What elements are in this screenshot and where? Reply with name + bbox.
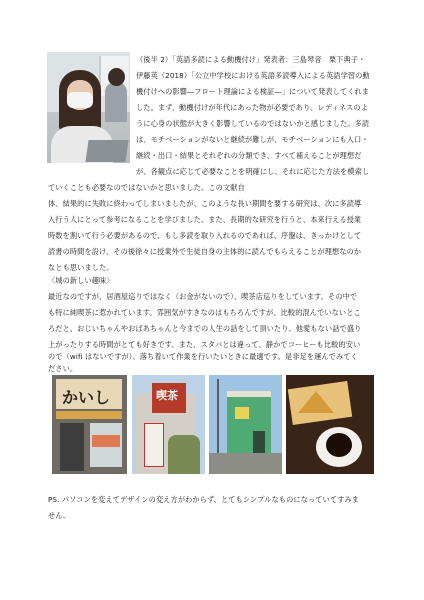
shop-door — [60, 423, 84, 471]
photo-coffee-toast — [286, 375, 374, 474]
utility-pole — [217, 379, 219, 455]
photo-second-person-head — [108, 68, 125, 86]
photo-kissa-storefront — [132, 375, 205, 474]
cafe-window — [235, 407, 249, 419]
intro-line: が、各観点に応じて必要なことを明確にし、それに応じた方法を模索し — [136, 167, 370, 176]
road — [209, 453, 282, 474]
body-line: 入行う人にとって参考になることを学びました。また、長期的な研究を行うと、本来行える授業 — [48, 215, 362, 224]
coffee — [326, 433, 352, 457]
hobby-line: 上がったりする時間がとても好きです。また、スタバとは違って、静かでコーヒーも比較的安い — [48, 340, 361, 349]
intro-line: （後半 2）「英語多読による動機付け」発表者：三島琴音 栗下典子・ — [136, 55, 366, 64]
shop-sign-text: かいし — [62, 388, 111, 407]
intro-line: うに心身の状態が大きく影響しているのではないかと感じました。多読 — [136, 119, 370, 128]
kissa-sign — [152, 383, 186, 413]
photo-second-person — [105, 82, 127, 122]
body-line: 体、結果的に失敗に終わってしまいましたが、このような長い期間を要する研究は、次に多読導 — [48, 199, 362, 208]
intro-line: 機付けへの影響―フロート理論による検証―」について発表してくれま — [136, 87, 370, 96]
shop-goods — [92, 435, 120, 447]
shop-awning — [56, 411, 122, 419]
kissa-menu-board — [144, 423, 164, 467]
toast-slice — [298, 391, 334, 413]
cafe-photo-strip — [52, 375, 374, 474]
hobby-line: 最近なのですが、居酒屋巡りではなく（お金がないので）、喫茶店巡りをしています。その中で — [48, 292, 358, 301]
cafe-door — [253, 431, 265, 453]
body-line: なとも思いました。 — [48, 263, 114, 272]
hobby-line: ので（wifi はないですが）、落ち着いて作業を行いたいときに最適です。是非足を運んでみてく — [48, 352, 358, 361]
hobby-line: も特に純喫茶に惹かれています。雰囲気がすきなのはもちろんですが、比較的混んでいないとこ — [48, 308, 361, 317]
photo-laptop — [85, 140, 128, 162]
photo-presenter-mask — [67, 92, 93, 108]
intro-line: 継続・出口・結果とそれぞれの分類でき、すべて補えることが理想だ — [136, 151, 362, 160]
intro-line: は、モチベーションがないと継続が難しが、モチベーションにも入口・ — [136, 135, 369, 144]
kissa-plants — [168, 435, 200, 474]
kissa-sign-text: 喫茶 — [156, 389, 178, 402]
ps-line: PS. パソコンを変えてデザインの変え方がわからず、とてもシンプルなものになっていてすみま — [48, 495, 359, 504]
hobby-heading: 〈城の新しい趣味〉 — [48, 276, 114, 285]
photo-sweets-shop — [52, 375, 127, 474]
body-line: 時数を割いて行う必要があるので、もし多読を取り入れるのであれば、序盤は、きっかけとして — [48, 231, 362, 240]
intro-line: 伊藤英（2018）「公立中学校における英語多読導入による英語学習の動 — [136, 71, 370, 80]
body-line: 読書の時間を設け、その後徐々に授業外で生徒自身の主体的に読んでもらえることが理想なのか — [48, 247, 362, 256]
presenter-photo — [47, 52, 130, 163]
shop-sign — [56, 379, 122, 409]
hobby-line: ださい。 — [48, 364, 78, 373]
intro-line: した。まず、動機付けが年代にあった物が必要であり、レディネスのよ — [136, 103, 368, 112]
hobby-line: ろだと、おじいちゃんやおばあちゃんと今までの人生の話をして頂いたり、他愛もない話で盛り — [48, 324, 362, 333]
body-line: ていくことも必要なのではないかと思いました。この文献自 — [48, 183, 245, 192]
photo-green-cafe — [209, 375, 282, 474]
ps-line: せん。 — [48, 511, 71, 520]
